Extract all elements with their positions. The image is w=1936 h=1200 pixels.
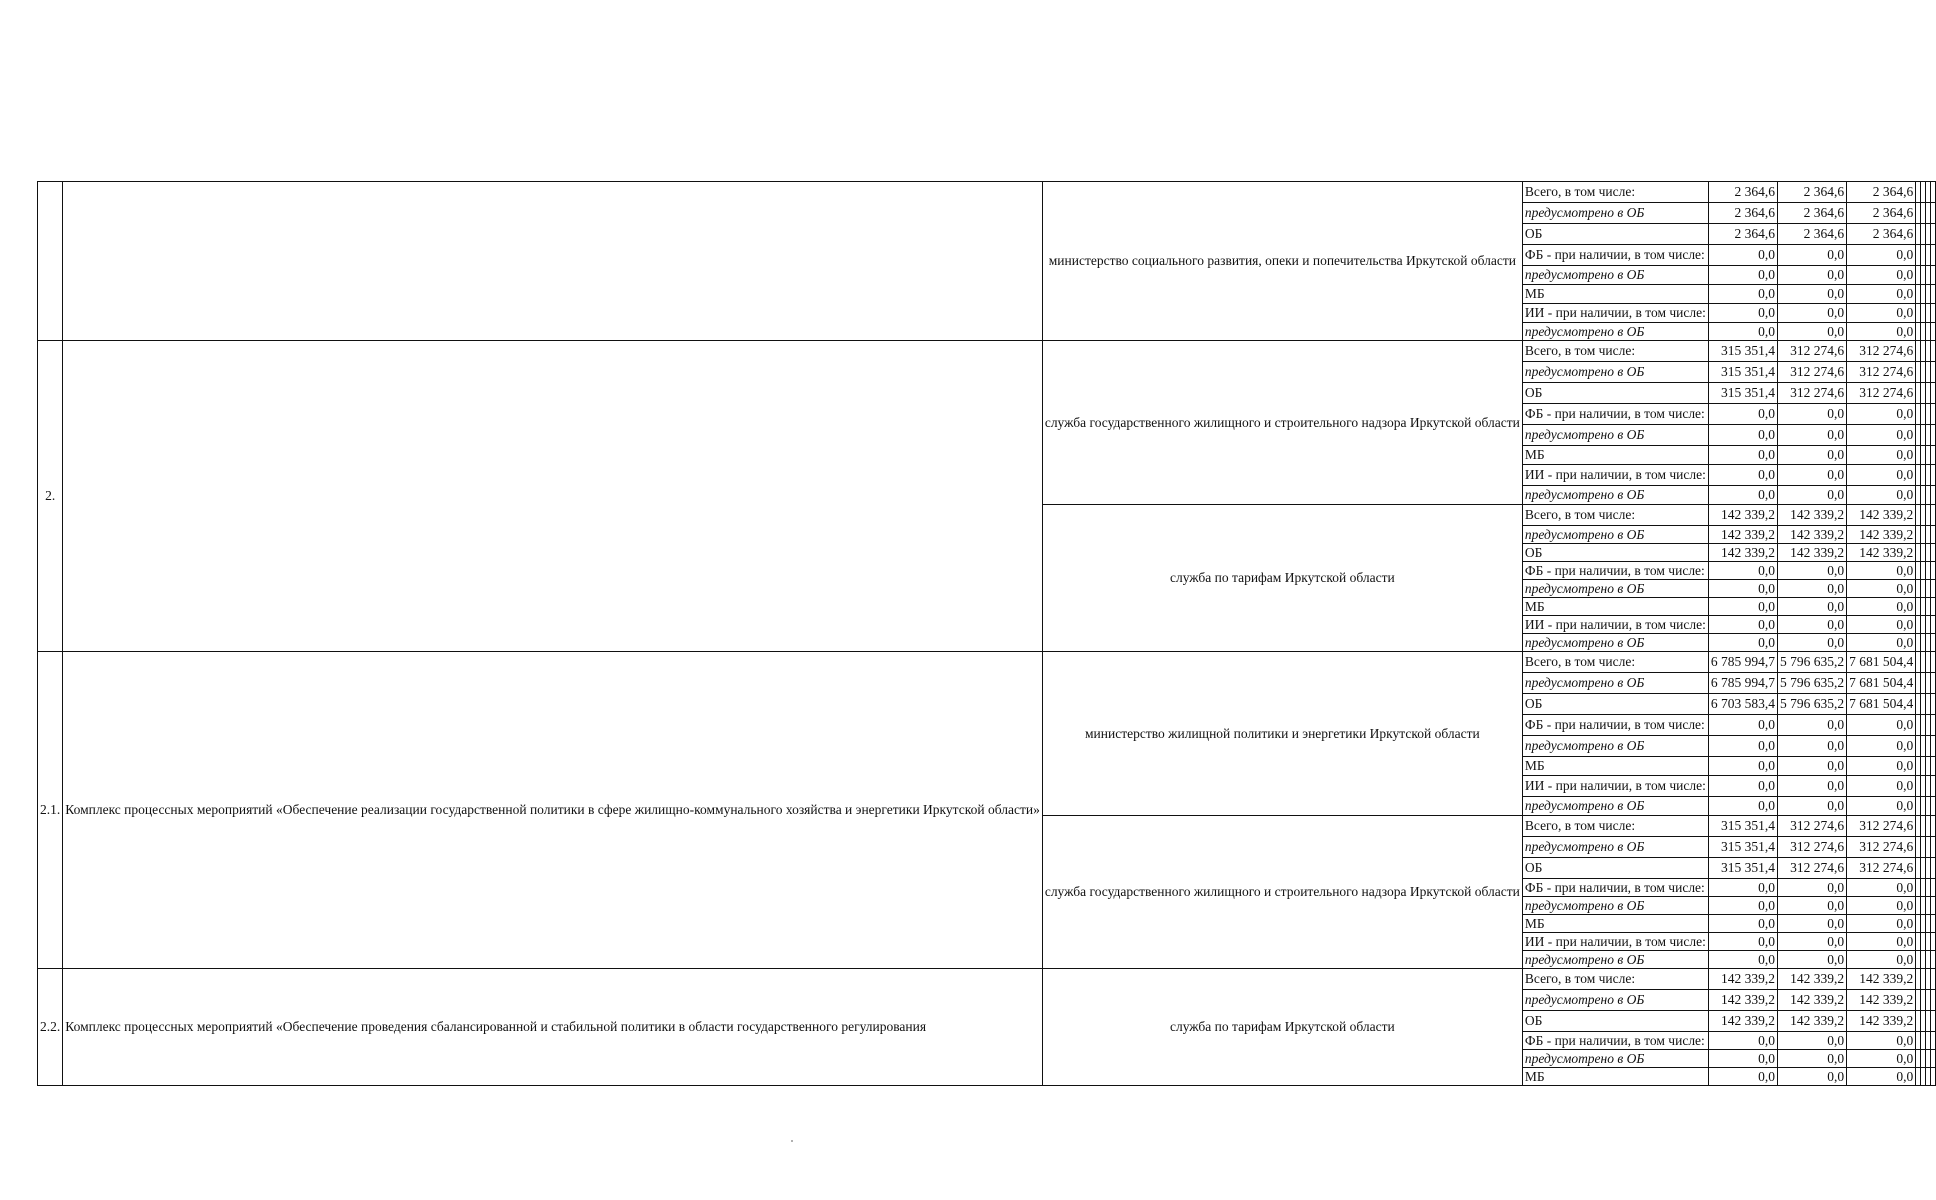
amount-cell-v2: 0,0: [1778, 404, 1847, 425]
amount-cell-v2: 0,0: [1778, 1068, 1847, 1086]
amount-cell-v1: 0,0: [1708, 580, 1777, 598]
amount-cell-v3: 0,0: [1847, 715, 1916, 736]
funding-source-cell: предусмотрено в ОБ: [1522, 425, 1708, 446]
executor-cell: служба по тарифам Иркутской области: [1042, 969, 1522, 1086]
amount-cell-v2: 312 274,6: [1778, 837, 1847, 858]
empty-cell: [1931, 383, 1936, 404]
row-number-cell: 2.2.: [38, 969, 63, 1086]
amount-cell-v2: 2 364,6: [1778, 203, 1847, 224]
amount-cell-v3: 0,0: [1847, 245, 1916, 266]
amount-cell-v3: 0,0: [1847, 285, 1916, 304]
amount-cell-v2: 0,0: [1778, 266, 1847, 285]
amount-cell-v2: 142 339,2: [1778, 1011, 1847, 1032]
amount-cell-v3: 142 339,2: [1847, 526, 1916, 544]
empty-cell: [1931, 580, 1936, 598]
budget-table: [37, 181, 1936, 1086]
amount-cell-v2: 0,0: [1778, 304, 1847, 323]
table-row: [38, 652, 1936, 673]
amount-cell-v2: 142 339,2: [1778, 544, 1847, 562]
amount-cell-v1: 0,0: [1708, 425, 1777, 446]
funding-source-cell: ОБ: [1522, 694, 1708, 715]
amount-cell-v2: 312 274,6: [1778, 362, 1847, 383]
amount-cell-v2: 0,0: [1778, 776, 1847, 797]
amount-cell-v2: 0,0: [1778, 580, 1847, 598]
amount-cell-v2: 5 796 635,2: [1778, 694, 1847, 715]
funding-source-cell: ФБ - при наличии, в том числе:: [1522, 879, 1708, 897]
program-name-cell: Комплекс процессных мероприятий «Обеспечение проведения сбалансированной и стабильной политики в области государственного регулирования: [63, 969, 1043, 1086]
empty-cell: [1931, 634, 1936, 652]
amount-cell-v1: 0,0: [1708, 715, 1777, 736]
amount-cell-v1: 0,0: [1708, 486, 1777, 505]
amount-cell-v3: 0,0: [1847, 1032, 1916, 1050]
amount-cell-v3: 0,0: [1847, 1050, 1916, 1068]
executor-cell: служба государственного жилищного и строительного надзора Иркутской области: [1042, 816, 1522, 969]
empty-cell: [1931, 304, 1936, 323]
funding-source-cell: предусмотрено в ОБ: [1522, 323, 1708, 341]
executor-cell: служба государственного жилищного и строительного надзора Иркутской области: [1042, 341, 1522, 505]
amount-cell-v1: 0,0: [1708, 404, 1777, 425]
amount-cell-v3: 0,0: [1847, 933, 1916, 951]
amount-cell-v3: 2 364,6: [1847, 203, 1916, 224]
empty-cell: [1931, 969, 1936, 990]
amount-cell-v3: 0,0: [1847, 465, 1916, 486]
amount-cell-v1: 315 351,4: [1708, 383, 1777, 404]
empty-cell: [1931, 879, 1936, 897]
amount-cell-v3: 0,0: [1847, 797, 1916, 816]
empty-cell: [1931, 933, 1936, 951]
amount-cell-v2: 0,0: [1778, 465, 1847, 486]
empty-cell: [1931, 694, 1936, 715]
amount-cell-v1: 0,0: [1708, 598, 1777, 616]
empty-cell: [1931, 203, 1936, 224]
amount-cell-v2: 142 339,2: [1778, 969, 1847, 990]
amount-cell-v1: 0,0: [1708, 1068, 1777, 1086]
amount-cell-v2: 0,0: [1778, 616, 1847, 634]
funding-source-cell: предусмотрено в ОБ: [1522, 673, 1708, 694]
program-name-cell: [63, 341, 1043, 652]
empty-cell: [1931, 897, 1936, 915]
empty-cell: [1931, 616, 1936, 634]
amount-cell-v2: 0,0: [1778, 933, 1847, 951]
amount-cell-v3: 312 274,6: [1847, 383, 1916, 404]
amount-cell-v2: 142 339,2: [1778, 990, 1847, 1011]
empty-cell: [1931, 446, 1936, 465]
amount-cell-v3: 0,0: [1847, 580, 1916, 598]
funding-source-cell: предусмотрено в ОБ: [1522, 897, 1708, 915]
funding-source-cell: Всего, в том числе:: [1522, 969, 1708, 990]
amount-cell-v3: 0,0: [1847, 736, 1916, 757]
amount-cell-v3: 0,0: [1847, 897, 1916, 915]
amount-cell-v3: 142 339,2: [1847, 990, 1916, 1011]
amount-cell-v3: 7 681 504,4: [1847, 673, 1916, 694]
funding-source-cell: МБ: [1522, 757, 1708, 776]
amount-cell-v1: 0,0: [1708, 736, 1777, 757]
amount-cell-v3: 0,0: [1847, 757, 1916, 776]
amount-cell-v3: 2 364,6: [1847, 224, 1916, 245]
row-number-cell: 2.1.: [38, 652, 63, 969]
amount-cell-v2: 0,0: [1778, 562, 1847, 580]
empty-cell: [1931, 245, 1936, 266]
amount-cell-v2: 0,0: [1778, 1050, 1847, 1068]
empty-cell: [1931, 797, 1936, 816]
amount-cell-v2: 0,0: [1778, 598, 1847, 616]
amount-cell-v3: 0,0: [1847, 915, 1916, 933]
amount-cell-v1: 0,0: [1708, 446, 1777, 465]
amount-cell-v3: 142 339,2: [1847, 1011, 1916, 1032]
funding-source-cell: ФБ - при наличии, в том числе:: [1522, 404, 1708, 425]
empty-cell: [1931, 465, 1936, 486]
empty-cell: [1931, 1068, 1936, 1086]
funding-source-cell: ИИ - при наличии, в том числе:: [1522, 616, 1708, 634]
scan-artifact-dot: [791, 1140, 793, 1142]
amount-cell-v3: 2 364,6: [1847, 182, 1916, 203]
empty-cell: [1931, 951, 1936, 969]
funding-source-cell: МБ: [1522, 1068, 1708, 1086]
amount-cell-v1: 315 351,4: [1708, 837, 1777, 858]
table-row: [38, 341, 1936, 362]
amount-cell-v2: 2 364,6: [1778, 224, 1847, 245]
executor-cell: министерство жилищной политики и энергетики Иркутской области: [1042, 652, 1522, 816]
amount-cell-v3: 312 274,6: [1847, 837, 1916, 858]
funding-source-cell: ФБ - при наличии, в том числе:: [1522, 715, 1708, 736]
amount-cell-v3: 0,0: [1847, 486, 1916, 505]
empty-cell: [1931, 562, 1936, 580]
amount-cell-v3: 0,0: [1847, 323, 1916, 341]
amount-cell-v1: 0,0: [1708, 951, 1777, 969]
empty-cell: [1931, 544, 1936, 562]
empty-cell: [1931, 757, 1936, 776]
amount-cell-v3: 142 339,2: [1847, 969, 1916, 990]
amount-cell-v1: 0,0: [1708, 465, 1777, 486]
funding-source-cell: ИИ - при наличии, в том числе:: [1522, 465, 1708, 486]
empty-cell: [1931, 425, 1936, 446]
funding-source-cell: Всего, в том числе:: [1522, 505, 1708, 526]
empty-cell: [1931, 362, 1936, 383]
amount-cell-v3: 0,0: [1847, 951, 1916, 969]
funding-source-cell: предусмотрено в ОБ: [1522, 486, 1708, 505]
funding-source-cell: предусмотрено в ОБ: [1522, 1050, 1708, 1068]
amount-cell-v1: 142 339,2: [1708, 505, 1777, 526]
empty-cell: [1931, 285, 1936, 304]
amount-cell-v1: 0,0: [1708, 245, 1777, 266]
funding-source-cell: предусмотрено в ОБ: [1522, 736, 1708, 757]
empty-cell: [1931, 341, 1936, 362]
amount-cell-v2: 0,0: [1778, 897, 1847, 915]
empty-cell: [1931, 404, 1936, 425]
funding-source-cell: предусмотрено в ОБ: [1522, 362, 1708, 383]
funding-source-cell: ИИ - при наличии, в том числе:: [1522, 776, 1708, 797]
funding-source-cell: Всего, в том числе:: [1522, 816, 1708, 837]
funding-source-cell: ОБ: [1522, 858, 1708, 879]
amount-cell-v1: 0,0: [1708, 897, 1777, 915]
empty-cell: [1931, 816, 1936, 837]
funding-source-cell: МБ: [1522, 915, 1708, 933]
amount-cell-v2: 5 796 635,2: [1778, 673, 1847, 694]
funding-source-cell: МБ: [1522, 598, 1708, 616]
amount-cell-v3: 7 681 504,4: [1847, 652, 1916, 673]
empty-cell: [1931, 837, 1936, 858]
amount-cell-v3: 0,0: [1847, 425, 1916, 446]
amount-cell-v3: 0,0: [1847, 776, 1916, 797]
amount-cell-v1: 0,0: [1708, 616, 1777, 634]
amount-cell-v2: 0,0: [1778, 285, 1847, 304]
amount-cell-v2: 0,0: [1778, 715, 1847, 736]
amount-cell-v1: 0,0: [1708, 634, 1777, 652]
funding-source-cell: предусмотрено в ОБ: [1522, 951, 1708, 969]
amount-cell-v3: 0,0: [1847, 562, 1916, 580]
amount-cell-v1: 0,0: [1708, 562, 1777, 580]
amount-cell-v1: 142 339,2: [1708, 969, 1777, 990]
amount-cell-v2: 0,0: [1778, 245, 1847, 266]
amount-cell-v3: 312 274,6: [1847, 816, 1916, 837]
amount-cell-v1: 0,0: [1708, 879, 1777, 897]
amount-cell-v1: 0,0: [1708, 797, 1777, 816]
amount-cell-v3: 0,0: [1847, 616, 1916, 634]
funding-source-cell: предусмотрено в ОБ: [1522, 837, 1708, 858]
empty-cell: [1931, 323, 1936, 341]
amount-cell-v3: 0,0: [1847, 404, 1916, 425]
amount-cell-v3: 0,0: [1847, 266, 1916, 285]
amount-cell-v2: 142 339,2: [1778, 526, 1847, 544]
amount-cell-v1: 2 364,6: [1708, 224, 1777, 245]
executor-cell: министерство социального развития, опеки и попечительства Иркутской области: [1042, 182, 1522, 341]
amount-cell-v2: 2 364,6: [1778, 182, 1847, 203]
amount-cell-v1: 142 339,2: [1708, 1011, 1777, 1032]
empty-cell: [1931, 915, 1936, 933]
amount-cell-v2: 312 274,6: [1778, 383, 1847, 404]
program-name-cell: Комплекс процессных мероприятий «Обеспечение реализации государственной политики в сфере жилищно-коммунального хозяйства и энергетики Иркутской области»: [63, 652, 1043, 969]
amount-cell-v3: 0,0: [1847, 1068, 1916, 1086]
amount-cell-v1: 2 364,6: [1708, 182, 1777, 203]
amount-cell-v1: 315 351,4: [1708, 816, 1777, 837]
funding-source-cell: МБ: [1522, 446, 1708, 465]
funding-source-cell: Всего, в том числе:: [1522, 182, 1708, 203]
funding-source-cell: ОБ: [1522, 383, 1708, 404]
funding-source-cell: ОБ: [1522, 1011, 1708, 1032]
row-number-cell: 2.: [38, 341, 63, 652]
amount-cell-v1: 142 339,2: [1708, 526, 1777, 544]
funding-source-cell: предусмотрено в ОБ: [1522, 990, 1708, 1011]
funding-source-cell: предусмотрено в ОБ: [1522, 797, 1708, 816]
funding-source-cell: предусмотрено в ОБ: [1522, 266, 1708, 285]
funding-source-cell: ИИ - при наличии, в том числе:: [1522, 933, 1708, 951]
amount-cell-v1: 142 339,2: [1708, 544, 1777, 562]
amount-cell-v2: 0,0: [1778, 486, 1847, 505]
amount-cell-v2: 0,0: [1778, 446, 1847, 465]
empty-cell: [1931, 505, 1936, 526]
amount-cell-v2: 0,0: [1778, 797, 1847, 816]
amount-cell-v1: 0,0: [1708, 304, 1777, 323]
table-row: [38, 182, 1936, 203]
empty-cell: [1931, 776, 1936, 797]
empty-cell: [1931, 673, 1936, 694]
amount-cell-v2: 5 796 635,2: [1778, 652, 1847, 673]
amount-cell-v3: 7 681 504,4: [1847, 694, 1916, 715]
amount-cell-v3: 0,0: [1847, 446, 1916, 465]
amount-cell-v2: 0,0: [1778, 879, 1847, 897]
amount-cell-v2: 312 274,6: [1778, 341, 1847, 362]
amount-cell-v3: 312 274,6: [1847, 341, 1916, 362]
amount-cell-v3: 0,0: [1847, 598, 1916, 616]
funding-source-cell: предусмотрено в ОБ: [1522, 203, 1708, 224]
funding-source-cell: предусмотрено в ОБ: [1522, 580, 1708, 598]
amount-cell-v1: 2 364,6: [1708, 203, 1777, 224]
amount-cell-v1: 0,0: [1708, 757, 1777, 776]
amount-cell-v2: 312 274,6: [1778, 858, 1847, 879]
amount-cell-v2: 312 274,6: [1778, 816, 1847, 837]
empty-cell: [1931, 526, 1936, 544]
funding-source-cell: Всего, в том числе:: [1522, 652, 1708, 673]
funding-source-cell: ФБ - при наличии, в том числе:: [1522, 245, 1708, 266]
empty-cell: [1931, 1050, 1936, 1068]
amount-cell-v1: 0,0: [1708, 933, 1777, 951]
amount-cell-v2: 0,0: [1778, 757, 1847, 776]
empty-cell: [1931, 736, 1936, 757]
empty-cell: [1931, 266, 1936, 285]
funding-source-cell: ИИ - при наличии, в том числе:: [1522, 304, 1708, 323]
table-body: [38, 182, 1936, 1086]
amount-cell-v3: 142 339,2: [1847, 505, 1916, 526]
amount-cell-v3: 0,0: [1847, 879, 1916, 897]
amount-cell-v1: 315 351,4: [1708, 362, 1777, 383]
row-number-cell: [38, 182, 63, 341]
amount-cell-v1: 6 785 994,7: [1708, 673, 1777, 694]
empty-cell: [1931, 486, 1936, 505]
amount-cell-v2: 0,0: [1778, 915, 1847, 933]
funding-source-cell: предусмотрено в ОБ: [1522, 634, 1708, 652]
amount-cell-v2: 0,0: [1778, 1032, 1847, 1050]
amount-cell-v1: 6 785 994,7: [1708, 652, 1777, 673]
program-name-cell: [63, 182, 1043, 341]
amount-cell-v1: 6 703 583,4: [1708, 694, 1777, 715]
amount-cell-v1: 0,0: [1708, 285, 1777, 304]
amount-cell-v2: 0,0: [1778, 323, 1847, 341]
empty-cell: [1931, 858, 1936, 879]
amount-cell-v1: 0,0: [1708, 1050, 1777, 1068]
amount-cell-v3: 142 339,2: [1847, 544, 1916, 562]
amount-cell-v1: 315 351,4: [1708, 341, 1777, 362]
amount-cell-v1: 0,0: [1708, 776, 1777, 797]
amount-cell-v1: 142 339,2: [1708, 990, 1777, 1011]
amount-cell-v1: 0,0: [1708, 1032, 1777, 1050]
amount-cell-v3: 0,0: [1847, 634, 1916, 652]
funding-source-cell: ФБ - при наличии, в том числе:: [1522, 562, 1708, 580]
empty-cell: [1931, 652, 1936, 673]
funding-source-cell: предусмотрено в ОБ: [1522, 526, 1708, 544]
amount-cell-v3: 312 274,6: [1847, 858, 1916, 879]
amount-cell-v2: 0,0: [1778, 634, 1847, 652]
amount-cell-v2: 0,0: [1778, 951, 1847, 969]
empty-cell: [1931, 1032, 1936, 1050]
amount-cell-v1: 0,0: [1708, 323, 1777, 341]
amount-cell-v1: 315 351,4: [1708, 858, 1777, 879]
funding-source-cell: ФБ - при наличии, в том числе:: [1522, 1032, 1708, 1050]
funding-source-cell: Всего, в том числе:: [1522, 341, 1708, 362]
amount-cell-v3: 0,0: [1847, 304, 1916, 323]
amount-cell-v1: 0,0: [1708, 915, 1777, 933]
empty-cell: [1931, 224, 1936, 245]
executor-cell: служба по тарифам Иркутской области: [1042, 505, 1522, 652]
amount-cell-v2: 142 339,2: [1778, 505, 1847, 526]
funding-source-cell: МБ: [1522, 285, 1708, 304]
empty-cell: [1931, 990, 1936, 1011]
empty-cell: [1931, 715, 1936, 736]
amount-cell-v2: 0,0: [1778, 425, 1847, 446]
funding-source-cell: ОБ: [1522, 224, 1708, 245]
funding-source-cell: ОБ: [1522, 544, 1708, 562]
amount-cell-v2: 0,0: [1778, 736, 1847, 757]
table-row: [38, 969, 1936, 990]
amount-cell-v3: 312 274,6: [1847, 362, 1916, 383]
empty-cell: [1931, 598, 1936, 616]
empty-cell: [1931, 1011, 1936, 1032]
amount-cell-v1: 0,0: [1708, 266, 1777, 285]
empty-cell: [1931, 182, 1936, 203]
